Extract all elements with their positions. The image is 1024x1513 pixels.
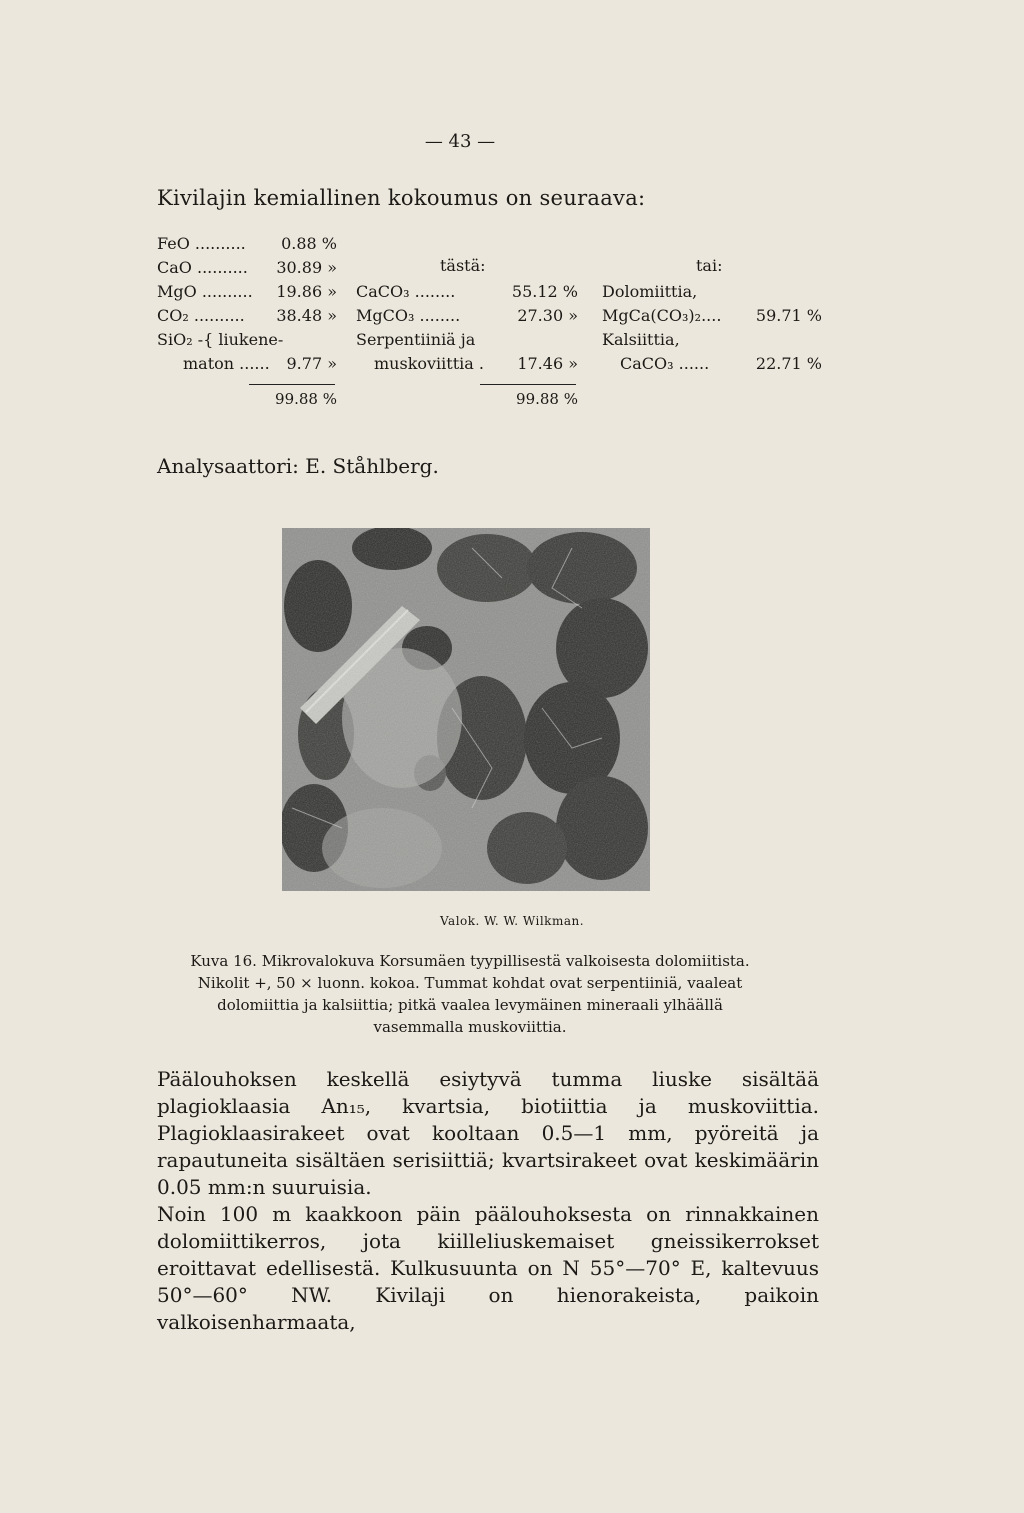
composition-value: 19.86 » bbox=[276, 282, 337, 301]
composition-total-rule bbox=[249, 384, 335, 385]
paragraph: Noin 100 m kaakkoon päin päälouhoksesta on rinnakkainen dolomiittikerros, jota kiilleliuskemaiset gneissikerrokset eroittavat edellisestä. Kulkusuunta on N 55°—70° E, kaltevuus 50°—60° NW. Kivilaji on hienorakeista, paikoin valkoisenharmaata, bbox=[157, 1202, 819, 1334]
composition-value: 38.48 » bbox=[276, 306, 337, 325]
tasta-value: 55.12 % bbox=[511, 282, 578, 301]
tai-label: Kalsiittia, bbox=[602, 330, 680, 349]
composition-column bbox=[157, 232, 337, 408]
tai-row bbox=[602, 352, 822, 376]
tasta-value: 17.46 » bbox=[517, 354, 578, 373]
tasta-label: muskoviittia . bbox=[374, 354, 484, 373]
composition-value: 30.89 » bbox=[276, 258, 337, 277]
analyst-line: Analysaattori: E. Ståhlberg. bbox=[157, 454, 439, 478]
tai-value: 59.71 % bbox=[755, 306, 822, 325]
tasta-value: 27.30 » bbox=[517, 306, 578, 325]
composition-row bbox=[157, 232, 337, 256]
composition-row bbox=[157, 352, 337, 376]
composition-total: 99.88 % bbox=[275, 390, 337, 408]
micrograph-image bbox=[282, 528, 650, 891]
composition-row bbox=[157, 280, 337, 304]
tai-column bbox=[602, 280, 822, 376]
tai-label: Dolomiittia, bbox=[602, 282, 698, 301]
composition-row bbox=[157, 328, 337, 352]
composition-label: maton ...... bbox=[183, 354, 270, 373]
tai-label: MgCa(CO₃)₂.... bbox=[602, 306, 722, 325]
tai-value: 22.71 % bbox=[755, 354, 822, 373]
composition-label: MgO .......... bbox=[157, 282, 253, 301]
tasta-header: tästä: bbox=[440, 256, 486, 275]
tai-header: tai: bbox=[696, 256, 723, 275]
tasta-total: 99.88 % bbox=[516, 390, 578, 408]
tai-label: CaCO₃ ...... bbox=[620, 354, 710, 373]
tai-row bbox=[602, 328, 822, 352]
tasta-label: Serpentiiniä ja bbox=[356, 330, 476, 349]
composition-label: FeO .......... bbox=[157, 234, 246, 253]
composition-value: 9.77 » bbox=[286, 354, 337, 373]
tasta-row bbox=[356, 280, 578, 304]
intro-sentence: Kivilajin kemiallinen kokoumus on seuraava: bbox=[157, 186, 646, 210]
tasta-label: MgCO₃ ........ bbox=[356, 306, 461, 325]
tai-row bbox=[602, 304, 822, 328]
composition-label: CaO .......... bbox=[157, 258, 248, 277]
body-text bbox=[157, 1066, 819, 1336]
tasta-row bbox=[356, 328, 578, 352]
composition-value: 0.88 % bbox=[281, 234, 337, 253]
composition-label: CO₂ .......... bbox=[157, 306, 245, 325]
tai-row bbox=[602, 280, 822, 304]
tasta-row bbox=[356, 304, 578, 328]
tasta-total-rule bbox=[480, 384, 576, 385]
tasta-column bbox=[356, 280, 578, 408]
photo-credit: Valok. W. W. Wilkman. bbox=[439, 914, 585, 928]
tasta-label: CaCO₃ ........ bbox=[356, 282, 456, 301]
figure-caption: Kuva 16. Mikrovalokuva Korsumäen tyypillisestä valkoisesta dolomiitista. Nikolit +, 50 × luonn. kokoa. Tummat kohdat ovat serpentiiniä, vaaleat dolomiittia ja kalsiittia; pitkä vaalea levymäinen mineraali ylhäällä vasemmalla muskoviittia. bbox=[190, 952, 750, 1036]
composition-label: SiO₂ -{ liukene- bbox=[157, 330, 284, 349]
composition-row bbox=[157, 256, 337, 280]
composition-row bbox=[157, 304, 337, 328]
page-number: — 43 — bbox=[424, 131, 496, 152]
tasta-row bbox=[356, 352, 578, 376]
paragraph: Päälouhoksen keskellä esiytyvä tumma liuske sisältää plagioklaasia An₁₅, kvartsia, biotiittia ja muskoviittia. Plagioklaasirakeet ovat kooltaan 0.5—1 mm, pyöreitä ja rapautuneita sisältäen serisiittiä; kvartsirakeet ovat keskimäärin 0.05 mm:n suuruisia. bbox=[157, 1067, 819, 1199]
